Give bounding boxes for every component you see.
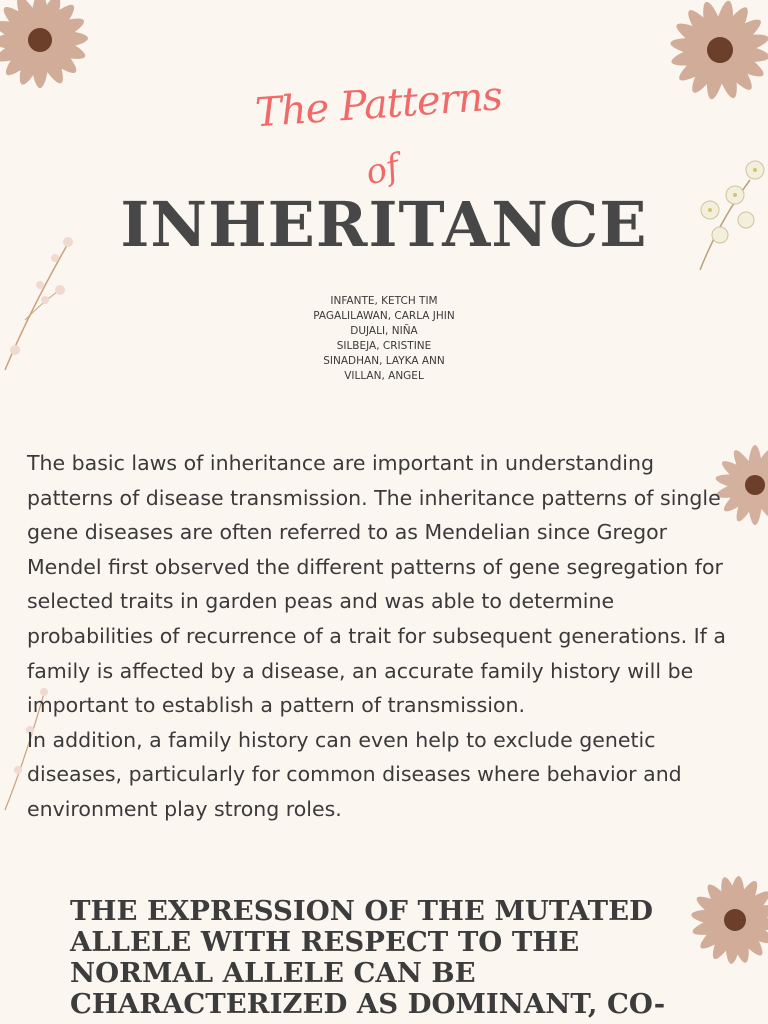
author-list [234, 294, 534, 384]
author-name: PAGALILAWAN, CARLA JHIN [313, 310, 455, 322]
body-text [27, 446, 745, 827]
author-name: SILBEJA, CRISTINE [336, 340, 432, 352]
author-name: VILLAN, ANGEL [344, 370, 424, 382]
author-name: DUJALI, NIÑA [350, 325, 418, 337]
flower-icon [0, 0, 120, 120]
script-of: of [361, 146, 404, 194]
author-name: INFANTE, KETCH TIM [330, 295, 438, 307]
script-title: The Patterns [253, 73, 504, 137]
section-heading: THE EXPRESSION OF THE MUTATED ALLELE WITH RESPECT TO THE NORMAL ALLELE CAN BE CHARACTERIZED AS DOMINANT, CO- [70, 895, 666, 1020]
author-name: SINADHAN, LAYKA ANN [323, 355, 445, 367]
page-title: INHERITANCE [120, 188, 648, 261]
paragraph: In addition, a family history can even help to exclude genetic diseases, particularly for common diseases where behavior and environment play strong roles. [27, 727, 682, 821]
paragraph: The basic laws of inheritance are important in understanding patterns of disease transmission. The inheritance patterns of single gene diseases are often referred to as Mendelian since Gregor Mendel first observed the different patterns of gene segregation for selected traits in garden peas and was able to determine probabilities of recurrence of a trait for subsequent generations. If a family is affected by a disease, an accurate family history will be important to establish a pattern of transmission. [27, 451, 726, 718]
flower-icon [640, 0, 768, 130]
